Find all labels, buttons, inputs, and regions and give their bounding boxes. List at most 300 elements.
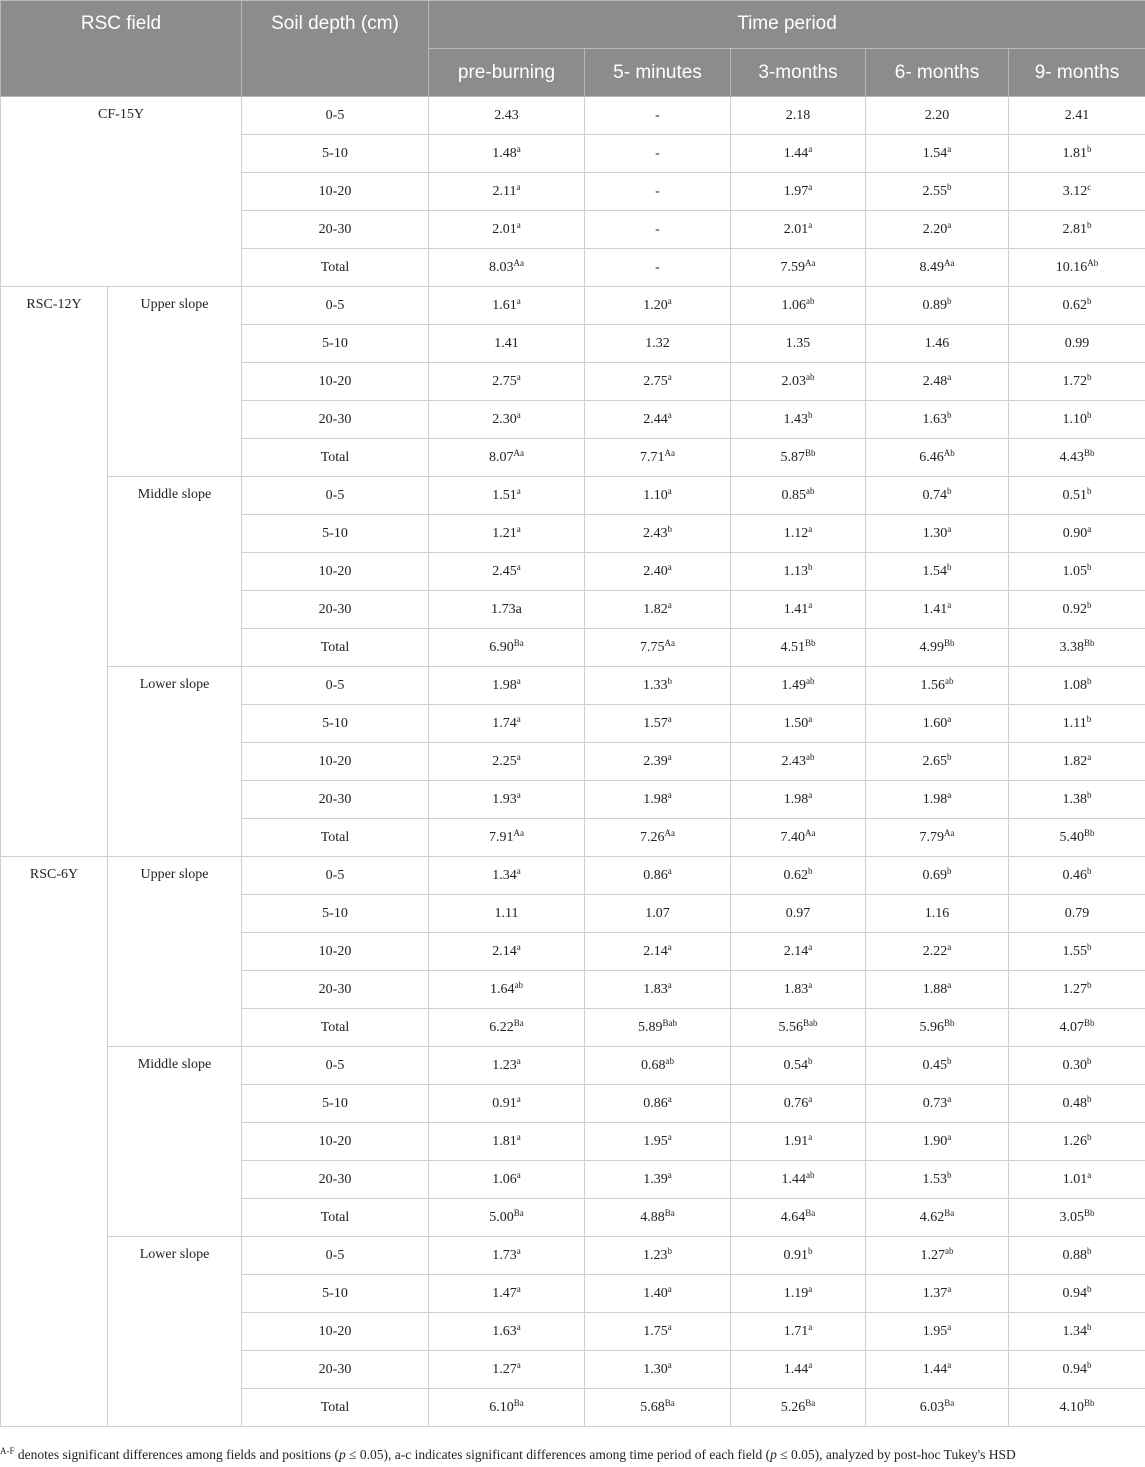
significance-letter: ab — [806, 295, 815, 306]
significance-letter: a — [516, 1321, 521, 1332]
footnote-text: ≤ 0.05), analyzed by post-hoc Tukey's HSD — [776, 1447, 1016, 1462]
value-number: 2.44 — [643, 411, 668, 427]
value-cell — [866, 1389, 1009, 1427]
value-number: 1.06 — [492, 1171, 517, 1187]
significance-letter: b — [667, 1245, 672, 1256]
value-number: 2.41 — [1064, 107, 1090, 123]
significance-letter: ab — [806, 1169, 815, 1180]
significance-letter: b — [1087, 485, 1092, 496]
value-cell — [429, 401, 585, 439]
significance-letter: a — [808, 1131, 813, 1142]
value-cell — [429, 1199, 585, 1237]
value-cell — [429, 97, 585, 135]
significance-letter: Bb — [1083, 637, 1095, 648]
value-number: 2.14 — [783, 943, 809, 959]
soil-depth-cell: 5-10 — [242, 135, 429, 173]
significance-letter: b — [1087, 675, 1092, 686]
value-number: 1.27 — [1062, 981, 1087, 997]
value-cell — [731, 553, 866, 591]
value-number: 1.90 — [922, 1133, 948, 1149]
rsc-field-cell: RSC-12Y — [1, 287, 108, 857]
value-cell — [1009, 1199, 1145, 1237]
slope-position-cell: Middle slope — [108, 477, 242, 667]
value-cell — [1009, 705, 1145, 743]
value-cell — [429, 1237, 585, 1275]
value-cell — [866, 1199, 1009, 1237]
value-number: 1.48 — [492, 145, 517, 161]
soil-depth-cell: 20-30 — [242, 1351, 429, 1389]
significance-letter: a — [808, 979, 813, 990]
significance-letter: a — [808, 1093, 813, 1104]
value-number: 1.98 — [492, 677, 517, 693]
value-number: 0.30 — [1062, 1057, 1087, 1073]
significance-letter: a — [516, 1131, 521, 1142]
significance-letter: b — [1087, 599, 1092, 610]
value-number: 1.74 — [492, 715, 517, 731]
table-row — [1, 477, 1145, 515]
significance-letter: Bb — [943, 1017, 955, 1028]
value-number: 1.01 — [1062, 1171, 1088, 1187]
value-number: 0.97 — [785, 905, 811, 921]
significance-letter: a — [808, 789, 813, 800]
value-number: 2.43 — [781, 753, 806, 769]
soil-depth-cell: Total — [242, 1199, 429, 1237]
value-cell — [585, 249, 731, 287]
value-cell — [1009, 629, 1145, 667]
value-number: 2.43 — [494, 107, 519, 123]
significance-letter: b — [1087, 1321, 1092, 1332]
value-cell — [866, 629, 1009, 667]
significance-letter: a — [808, 713, 813, 724]
value-number: 3.38 — [1059, 639, 1084, 655]
value-number: 8.49 — [919, 259, 944, 275]
value-number: 1.40 — [643, 1285, 668, 1301]
value-cell — [731, 1389, 866, 1427]
soil-depth-cell: 5-10 — [242, 705, 429, 743]
significance-letter: ab — [806, 675, 815, 686]
value-number: 0.90 — [1062, 525, 1088, 541]
value-cell — [585, 553, 731, 591]
value-number: 1.63 — [492, 1323, 517, 1339]
value-cell — [585, 857, 731, 895]
value-cell — [429, 287, 585, 325]
value-cell — [585, 1199, 731, 1237]
value-cell — [429, 1085, 585, 1123]
value-number: 1.23 — [492, 1057, 517, 1073]
soil-depth-cell: Total — [242, 629, 429, 667]
value-cell — [1009, 857, 1145, 895]
header-period: 5- minutes — [585, 49, 731, 97]
value-number: 0.92 — [1062, 601, 1087, 617]
significance-letter: a — [516, 295, 521, 306]
value-cell — [731, 819, 866, 857]
value-number: 1.56 — [920, 677, 945, 693]
value-number: 5.68 — [640, 1399, 665, 1415]
soil-depth-cell: 10-20 — [242, 743, 429, 781]
significance-letter: a — [516, 1359, 521, 1370]
value-number: 2.03 — [781, 373, 806, 389]
value-number: 1.16 — [924, 905, 950, 921]
value-number: 0.91 — [492, 1095, 517, 1111]
value-number: 2.40 — [643, 563, 668, 579]
value-cell — [731, 135, 866, 173]
value-number: 1.12 — [783, 525, 809, 541]
significance-letter: a — [947, 1283, 952, 1294]
significance-letter: a — [947, 979, 952, 990]
value-number: 1.44 — [781, 1171, 806, 1187]
significance-letter: Ba — [513, 637, 524, 648]
significance-letter: a — [667, 1093, 672, 1104]
value-cell — [585, 439, 731, 477]
value-cell — [429, 1313, 585, 1351]
soil-depth-cell: 20-30 — [242, 591, 429, 629]
value-number: 1.27 — [920, 1247, 945, 1263]
value-number: 0.85 — [781, 487, 806, 503]
significance-letter: b — [1087, 1245, 1092, 1256]
significance-letter: a — [516, 1245, 521, 1256]
significance-letter: a — [667, 561, 672, 572]
value-cell — [1009, 363, 1145, 401]
table-row — [1, 287, 1145, 325]
value-number: 0.68 — [641, 1057, 666, 1073]
value-number: 2.14 — [643, 943, 668, 959]
value-number: 1.26 — [1062, 1133, 1087, 1149]
table-row — [1, 1237, 1145, 1275]
value-cell — [1009, 895, 1145, 933]
value-number: 1.35 — [785, 335, 811, 351]
value-cell — [731, 97, 866, 135]
significance-letter: a — [808, 599, 813, 610]
soil-depth-cell: 20-30 — [242, 1161, 429, 1199]
value-cell — [429, 591, 585, 629]
value-number: 1.13 — [783, 563, 808, 579]
significance-letter: a — [516, 1283, 521, 1294]
value-cell — [1009, 287, 1145, 325]
value-number: 1.20 — [643, 297, 668, 313]
significance-letter: a — [516, 1169, 521, 1180]
significance-letter: b — [1087, 941, 1092, 952]
significance-letter: Ba — [805, 1207, 816, 1218]
value-number: 1.19 — [783, 1285, 809, 1301]
significance-letter: a — [808, 143, 813, 154]
value-number: 0.46 — [1062, 867, 1087, 883]
value-number: 2.75 — [643, 373, 668, 389]
value-number: 2.14 — [492, 943, 517, 959]
value-cell — [731, 1313, 866, 1351]
value-number: 1.81 — [1062, 145, 1087, 161]
significance-letter: Aa — [944, 827, 955, 838]
significance-letter: a — [667, 1283, 672, 1294]
significance-letter: Ba — [805, 1397, 816, 1408]
value-number: 1.64 — [490, 981, 515, 997]
significance-letter: a — [516, 561, 521, 572]
value-cell — [1009, 781, 1145, 819]
significance-letter: Aa — [944, 257, 955, 268]
significance-letter: Aa — [513, 257, 524, 268]
value-cell — [429, 1009, 585, 1047]
value-cell — [585, 1009, 731, 1047]
value-number: 2.01 — [492, 221, 517, 237]
significance-letter: b — [947, 751, 952, 762]
value-cell — [429, 1389, 585, 1427]
significance-letter: b — [947, 1169, 952, 1180]
header-period: 3-months — [731, 49, 866, 97]
value-cell — [429, 515, 585, 553]
value-number: 2.11 — [492, 183, 517, 199]
value-cell — [731, 591, 866, 629]
value-number: 5.00 — [489, 1209, 514, 1225]
value-number: 1.21 — [492, 525, 517, 541]
significance-letter: a — [808, 219, 813, 230]
significance-letter: a — [667, 485, 672, 496]
value-cell — [731, 705, 866, 743]
significance-letter: a — [947, 1321, 952, 1332]
value-cell — [429, 325, 585, 363]
significance-letter: a — [947, 1131, 952, 1142]
rsc-field-cell: RSC-6Y — [1, 857, 108, 1427]
value-number: 0.91 — [783, 1247, 808, 1263]
significance-letter: b — [808, 865, 813, 876]
significance-letter: a — [947, 371, 952, 382]
header-time-period: Time period — [429, 1, 1145, 49]
value-number: 5.26 — [780, 1399, 806, 1415]
value-cell — [731, 439, 866, 477]
value-number: 7.75 — [640, 639, 665, 655]
rsc-field-cell: CF-15Y — [1, 97, 242, 287]
value-number: 1.32 — [645, 335, 670, 351]
value-cell — [585, 1123, 731, 1161]
value-number: 1.72 — [1062, 373, 1087, 389]
value-number: 1.44 — [783, 145, 809, 161]
significance-letter: a — [1087, 1169, 1092, 1180]
value-number: 2.18 — [785, 107, 811, 123]
value-number: 8.03 — [489, 259, 514, 275]
significance-letter: a — [947, 143, 952, 154]
significance-letter: b — [1087, 143, 1092, 154]
header-period: 9- months — [1009, 49, 1145, 97]
value-number: 0.94 — [1062, 1361, 1087, 1377]
value-number: 7.40 — [780, 829, 805, 845]
value-cell — [1009, 1313, 1145, 1351]
significance-letter: ab — [945, 675, 954, 686]
significance-letter: b — [1087, 371, 1092, 382]
value-cell — [1009, 173, 1145, 211]
significance-letter: ab — [806, 751, 815, 762]
significance-letter: b — [947, 485, 952, 496]
significance-letter: a — [808, 1321, 813, 1332]
significance-letter: Aa — [664, 827, 675, 838]
value-cell — [585, 895, 731, 933]
value-cell — [585, 1275, 731, 1313]
value-cell — [429, 743, 585, 781]
value-cell — [585, 1161, 731, 1199]
value-cell — [1009, 515, 1145, 553]
value-cell — [731, 1123, 866, 1161]
value-cell — [866, 1237, 1009, 1275]
value-cell — [1009, 477, 1145, 515]
value-number: 1.82 — [1062, 753, 1088, 769]
value-cell — [731, 971, 866, 1009]
value-cell — [731, 1047, 866, 1085]
value-number: 1.55 — [1062, 943, 1087, 959]
value-cell — [866, 667, 1009, 705]
value-number: 1.39 — [643, 1171, 668, 1187]
value-cell — [585, 477, 731, 515]
value-number: 4.43 — [1059, 449, 1084, 465]
significance-letter: b — [808, 1245, 813, 1256]
value-number: 1.98 — [783, 791, 809, 807]
value-cell — [585, 705, 731, 743]
significance-letter: b — [1087, 1359, 1092, 1370]
value-number: 10.16 — [1055, 259, 1088, 275]
soil-depth-cell: Total — [242, 439, 429, 477]
significance-letter: b — [808, 409, 813, 420]
significance-letter: a — [947, 523, 952, 534]
value-number: 6.90 — [489, 639, 514, 655]
value-cell — [731, 667, 866, 705]
value-number: 5.56 — [778, 1019, 803, 1035]
value-number: 5.40 — [1059, 829, 1084, 845]
soil-depth-cell: Total — [242, 249, 429, 287]
value-cell — [731, 211, 866, 249]
significance-letter: Bb — [1083, 827, 1095, 838]
value-number: 2.75 — [492, 373, 517, 389]
value-number: 1.83 — [783, 981, 809, 997]
value-cell — [585, 325, 731, 363]
value-number: 1.30 — [922, 525, 948, 541]
value-cell — [866, 1275, 1009, 1313]
significance-letter: a — [667, 599, 672, 610]
significance-letter: a — [667, 1321, 672, 1332]
soil-depth-cell: 20-30 — [242, 401, 429, 439]
footnote-p: p — [770, 1447, 777, 1462]
header-period: pre-burning — [429, 49, 585, 97]
value-number: 4.07 — [1059, 1019, 1084, 1035]
significance-letter: ab — [945, 1245, 954, 1256]
value-number: 1.47 — [492, 1285, 517, 1301]
soil-depth-cell: 20-30 — [242, 211, 429, 249]
value-cell — [866, 933, 1009, 971]
significance-letter: Ba — [944, 1207, 955, 1218]
significance-letter: a — [516, 523, 521, 534]
header-period: 6- months — [866, 49, 1009, 97]
footnote-text: denotes significant differences among fields and positions ( — [14, 1447, 339, 1462]
value-number: 6.10 — [489, 1399, 514, 1415]
value-number: 1.54 — [922, 145, 948, 161]
value-number: 1.51 — [492, 487, 517, 503]
significance-letter: Bb — [1083, 1017, 1095, 1028]
significance-letter: Ba — [513, 1017, 524, 1028]
soil-depth-cell: 10-20 — [242, 553, 429, 591]
value-cell — [585, 629, 731, 667]
value-cell — [731, 781, 866, 819]
value-number: 4.62 — [919, 1209, 945, 1225]
soil-depth-cell: 0-5 — [242, 667, 429, 705]
value-number: 1.06 — [781, 297, 806, 313]
value-number: 1.11 — [1062, 715, 1087, 731]
value-cell — [429, 439, 585, 477]
value-number: 1.71 — [783, 1323, 809, 1339]
value-cell — [731, 895, 866, 933]
significance-letter: ab — [514, 979, 523, 990]
significance-letter: a — [947, 1359, 952, 1370]
value-cell — [1009, 325, 1145, 363]
significance-letter: Bab — [803, 1017, 818, 1028]
value-cell — [866, 1351, 1009, 1389]
value-number: 1.10 — [643, 487, 668, 503]
significance-letter: b — [1087, 789, 1092, 800]
value-cell — [731, 363, 866, 401]
value-cell — [866, 401, 1009, 439]
value-number: 1.81 — [492, 1133, 517, 1149]
value-cell — [1009, 591, 1145, 629]
value-number: 2.55 — [922, 183, 947, 199]
value-number: 1.44 — [783, 1361, 809, 1377]
value-cell — [1009, 401, 1145, 439]
value-number: 2.22 — [922, 943, 948, 959]
value-cell — [866, 971, 1009, 1009]
value-cell — [585, 515, 731, 553]
value-cell — [731, 287, 866, 325]
value-number: 6.46 — [919, 449, 944, 465]
table-footnote — [0, 1447, 1145, 1463]
value-number: 1.07 — [645, 905, 670, 921]
value-cell — [429, 629, 585, 667]
significance-letter: a — [516, 371, 521, 382]
value-cell — [866, 1047, 1009, 1085]
significance-letter: b — [1087, 979, 1092, 990]
value-cell — [866, 553, 1009, 591]
value-number: 1.49 — [781, 677, 806, 693]
soil-depth-cell: 0-5 — [242, 857, 429, 895]
value-cell — [866, 249, 1009, 287]
significance-letter: a — [516, 789, 521, 800]
soil-depth-cell: 5-10 — [242, 515, 429, 553]
value-number: 1.82 — [643, 601, 668, 617]
value-number: 0.79 — [1064, 905, 1090, 921]
value-cell — [585, 1389, 731, 1427]
significance-letter: b — [1087, 561, 1092, 572]
significance-letter: a — [516, 219, 521, 230]
value-number: 1.08 — [1062, 677, 1087, 693]
value-number: 1.53 — [922, 1171, 947, 1187]
value-cell — [731, 1009, 866, 1047]
slope-position-cell: Lower slope — [108, 1237, 242, 1427]
significance-letter: a — [947, 789, 952, 800]
value-cell — [866, 1313, 1009, 1351]
value-number: 0.69 — [922, 867, 947, 883]
value-number: 2.45 — [492, 563, 517, 579]
value-number: 2.65 — [922, 753, 947, 769]
significance-letter: b — [1087, 295, 1092, 306]
value-number: 2.48 — [922, 373, 948, 389]
value-cell — [585, 591, 731, 629]
soil-depth-cell: 0-5 — [242, 1237, 429, 1275]
value-number: 0.86 — [643, 867, 668, 883]
value-cell — [1009, 1085, 1145, 1123]
table-row — [1, 1047, 1145, 1085]
significance-letter: b — [947, 295, 952, 306]
significance-letter: a — [808, 181, 813, 192]
value-cell — [866, 173, 1009, 211]
significance-letter: b — [1086, 713, 1092, 724]
value-cell — [585, 743, 731, 781]
soil-depth-cell: Total — [242, 819, 429, 857]
significance-letter: a — [947, 1093, 952, 1104]
soil-depth-cell: 20-30 — [242, 971, 429, 1009]
value-number: 1.61 — [492, 297, 517, 313]
value-cell — [429, 211, 585, 249]
